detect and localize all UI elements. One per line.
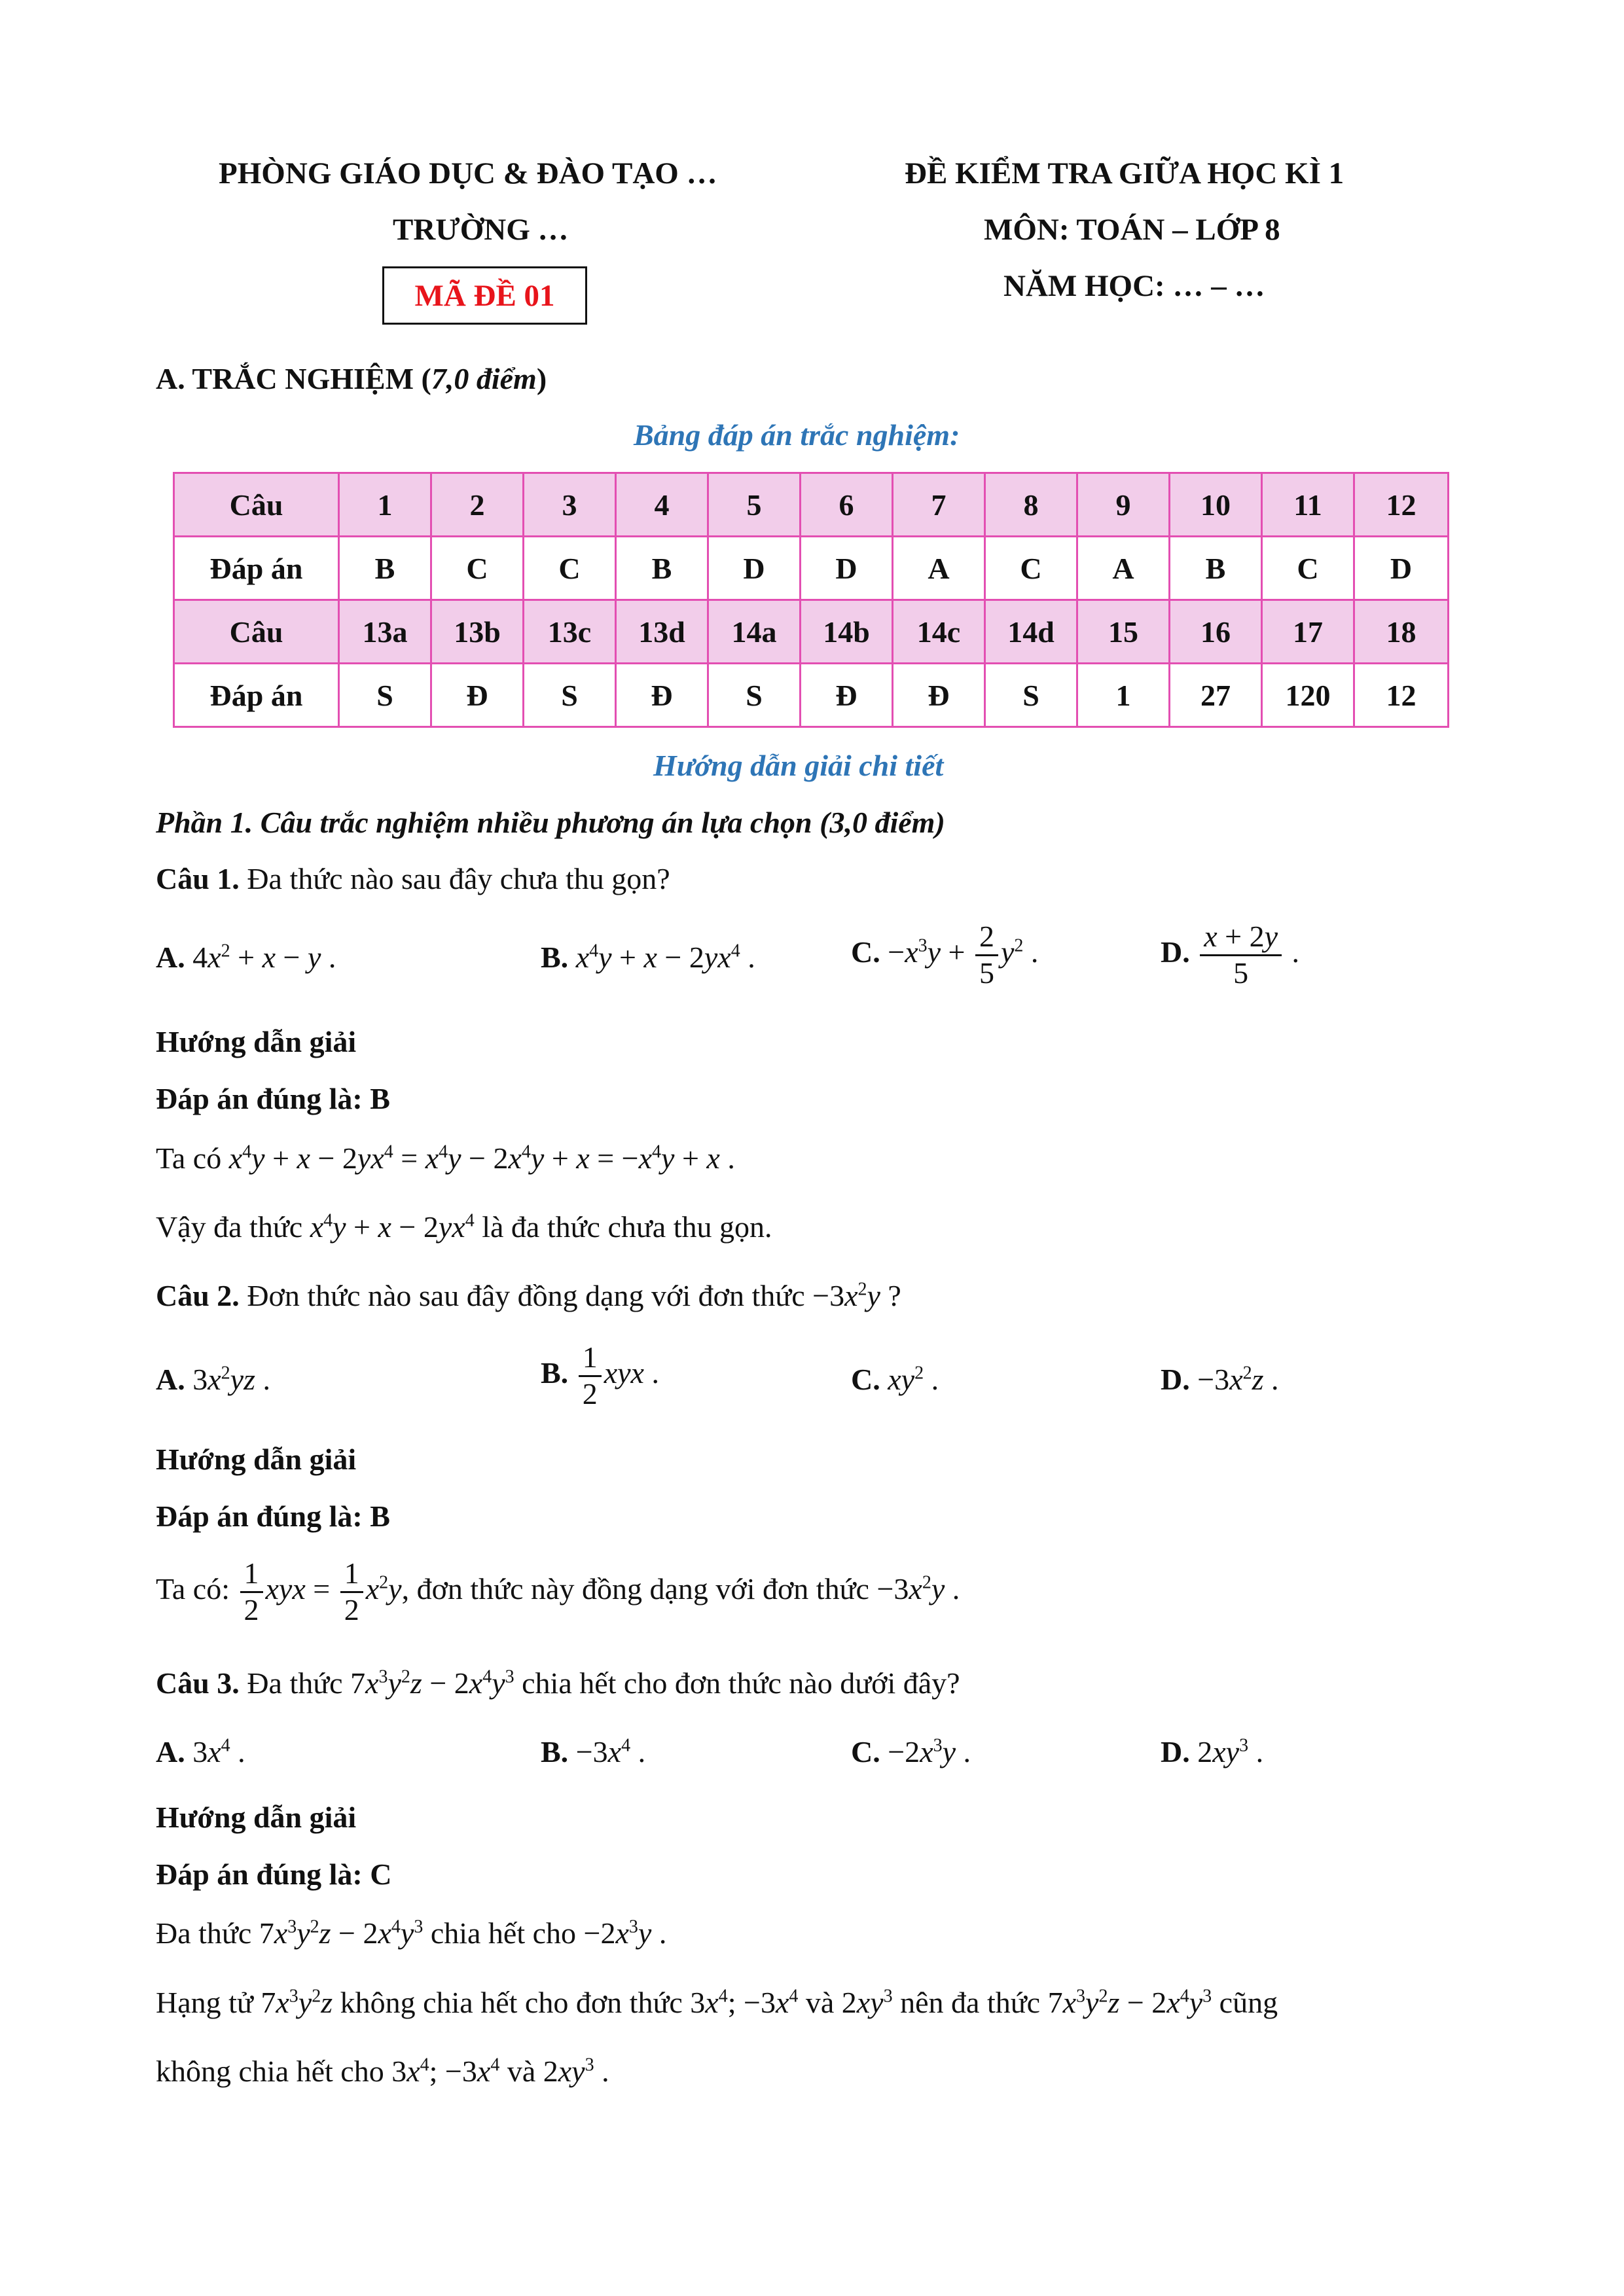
- answer-table-cell: 5: [708, 473, 801, 537]
- answer-table-cell: D: [801, 537, 893, 600]
- answer-table-cell: 17: [1262, 600, 1354, 664]
- q2-answer: Đáp án đúng là: B: [156, 1499, 390, 1533]
- part1-title: Phần 1. Câu trắc nghiệm nhiều phương án lựa chọn (3,0 điểm): [156, 806, 945, 839]
- header-subject: MÔN: TOÁN – LỚP 8: [984, 213, 1280, 247]
- answer-table: [173, 472, 1449, 728]
- answer-table-row: [174, 664, 1449, 727]
- answer-table-cell: 9: [1077, 473, 1170, 537]
- q1-option-d: D. $\frac{x + 2y}{5}$ .: [1161, 920, 1300, 990]
- answer-table-row: [174, 537, 1449, 600]
- answer-table-row: [174, 600, 1449, 664]
- q3-option-d: D. $2xy^3$ .: [1161, 1735, 1264, 1768]
- q1-answer: Đáp án đúng là: B: [156, 1082, 390, 1115]
- answer-table-cell: Đ: [893, 664, 985, 727]
- header-exam-title: ĐỀ KIỂM TRA GIỮA HỌC KÌ 1: [905, 156, 1344, 190]
- answer-table-cell: 12: [1354, 473, 1449, 537]
- answer-table-cell: 1: [339, 473, 431, 537]
- answer-table-cell: B: [1170, 537, 1262, 600]
- answer-table-cell: D: [708, 537, 801, 600]
- q2-option-a: A. $3x^2yz$ .: [156, 1363, 270, 1396]
- q2-option-b: B. $\frac{1}{2}$ xyx .: [541, 1340, 659, 1410]
- answer-table-cell: 12: [1354, 664, 1449, 727]
- answer-table-cell: A: [893, 537, 985, 600]
- answer-table-cell: C: [985, 537, 1077, 600]
- q3-solution-line2: Hạng tử $7x^3y^2z$ không chia hết cho đơn thức $3x^4$; $-3x^4$ và $2xy^3$ nên đa thức $7x^3y^2z - 2x^4y^3$ cũng: [156, 1986, 1278, 2019]
- answer-table-cell: Đ: [616, 664, 708, 727]
- q1-guide: Hướng dẫn giải: [156, 1025, 357, 1058]
- answer-table-cell: 13d: [616, 600, 708, 664]
- answer-table-row: [174, 473, 1449, 537]
- answer-table-cell: 2: [431, 473, 524, 537]
- header-school: TRƯỜNG …: [393, 213, 569, 247]
- answer-table-cell: D: [1354, 537, 1449, 600]
- q1-option-b: B. $x^4y + x - 2yx^4$ .: [541, 941, 755, 974]
- answer-table-cell: 14a: [708, 600, 801, 664]
- q1-solution: Ta có $x^4y + x - 2yx^4 = x^4y - 2x^4y + x = -x^4y + x$ .: [156, 1141, 735, 1175]
- answer-table-cell: 18: [1354, 600, 1449, 664]
- answer-table-cell: 14c: [893, 600, 985, 664]
- answer-table-cell: 14d: [985, 600, 1077, 664]
- answer-table-row-header: Đáp án: [174, 664, 339, 727]
- answer-table-cell: 7: [893, 473, 985, 537]
- answer-table-cell: 3: [524, 473, 616, 537]
- answer-table-cell: 13a: [339, 600, 431, 664]
- answer-table-cell: 11: [1262, 473, 1354, 537]
- answer-table-cell: C: [524, 537, 616, 600]
- guide-caption: Hướng dẫn giải chi tiết: [653, 749, 944, 782]
- answer-table-cell: B: [616, 537, 708, 600]
- answer-table-cell: Đ: [801, 664, 893, 727]
- answer-table-row-header: Câu: [174, 600, 339, 664]
- answer-table-cell: 8: [985, 473, 1077, 537]
- q3-option-a: A. $3x^4$ .: [156, 1735, 245, 1768]
- answer-table-cell: 16: [1170, 600, 1262, 664]
- q3-solution-line3: không chia hết cho $3x^4$; $-3x^4$ và $2xy^3$ .: [156, 2054, 609, 2088]
- answer-table-cell: C: [1262, 537, 1354, 600]
- q3-answer: Đáp án đúng là: C: [156, 1857, 392, 1891]
- answer-table-caption: Bảng đáp án trắc nghiệm:: [634, 418, 960, 452]
- answer-table-cell: S: [524, 664, 616, 727]
- answer-table-cell: 4: [616, 473, 708, 537]
- answer-table-cell: B: [339, 537, 431, 600]
- q2-guide: Hướng dẫn giải: [156, 1443, 357, 1476]
- answer-table-cell: 27: [1170, 664, 1262, 727]
- q1-option-a: A. $4x^2 + x - y$ .: [156, 941, 336, 974]
- q2-question: Câu 2. Đơn thức nào sau đây đồng dạng với đơn thức $-3x^2y$ ?: [156, 1279, 901, 1312]
- section-a-title: A. TRẮC NGHIỆM (7,0 điểm): [156, 362, 547, 395]
- answer-table-cell: S: [339, 664, 431, 727]
- answer-table-cell: S: [985, 664, 1077, 727]
- answer-table-cell: C: [431, 537, 524, 600]
- q3-option-c: C. $-2x^3y$ .: [851, 1735, 971, 1768]
- q2-solution: Ta có: $\frac{1}{2}$ xyx = $\frac{1}{2}$ $x^2y$, đơn thức này đồng dạng với đơn thức $-3x^2y$ .: [156, 1556, 960, 1626]
- header-department: PHÒNG GIÁO DỤC & ĐÀO TẠO …: [219, 156, 717, 190]
- q3-guide: Hướng dẫn giải: [156, 1801, 357, 1834]
- answer-table-cell: 15: [1077, 600, 1170, 664]
- answer-table-row-header: Đáp án: [174, 537, 339, 600]
- answer-table-cell: Đ: [431, 664, 524, 727]
- answer-table-cell: 1: [1077, 664, 1170, 727]
- q3-option-b: B. $-3x^4$ .: [541, 1735, 646, 1768]
- q1-option-c: C. $-x^3y$ + $\frac{2}{5}$ $y^2$ .: [851, 920, 1039, 990]
- exam-code: MÃ ĐỀ 01: [414, 278, 555, 313]
- answer-table-cell: 13c: [524, 600, 616, 664]
- exam-code-box: [382, 266, 587, 325]
- header-school-year: NĂM HỌC: … – …: [1003, 269, 1265, 303]
- answer-table-cell: 120: [1262, 664, 1354, 727]
- answer-table-cell: S: [708, 664, 801, 727]
- answer-table-cell: A: [1077, 537, 1170, 600]
- q3-question: Câu 3. Đa thức $7x^3y^2z - 2x^4y^3$ chia hết cho đơn thức nào dưới đây?: [156, 1666, 960, 1700]
- q2-option-c: C. $xy^2$ .: [851, 1363, 939, 1396]
- q1-question: Câu 1. Đa thức nào sau đây chưa thu gọn?: [156, 862, 670, 895]
- q1-conclusion: Vậy đa thức $x^4y + x - 2yx^4$ là đa thức chưa thu gọn.: [156, 1210, 772, 1244]
- answer-table-cell: 10: [1170, 473, 1262, 537]
- answer-table-cell: 14b: [801, 600, 893, 664]
- answer-table-row-header: Câu: [174, 473, 339, 537]
- answer-table-cell: 6: [801, 473, 893, 537]
- q3-solution-line1: Đa thức $7x^3y^2z - 2x^4y^3$ chia hết cho $-2x^3y$ .: [156, 1916, 667, 1950]
- q2-option-d: D. $-3x^2z$ .: [1161, 1363, 1279, 1396]
- answer-table-cell: 13b: [431, 600, 524, 664]
